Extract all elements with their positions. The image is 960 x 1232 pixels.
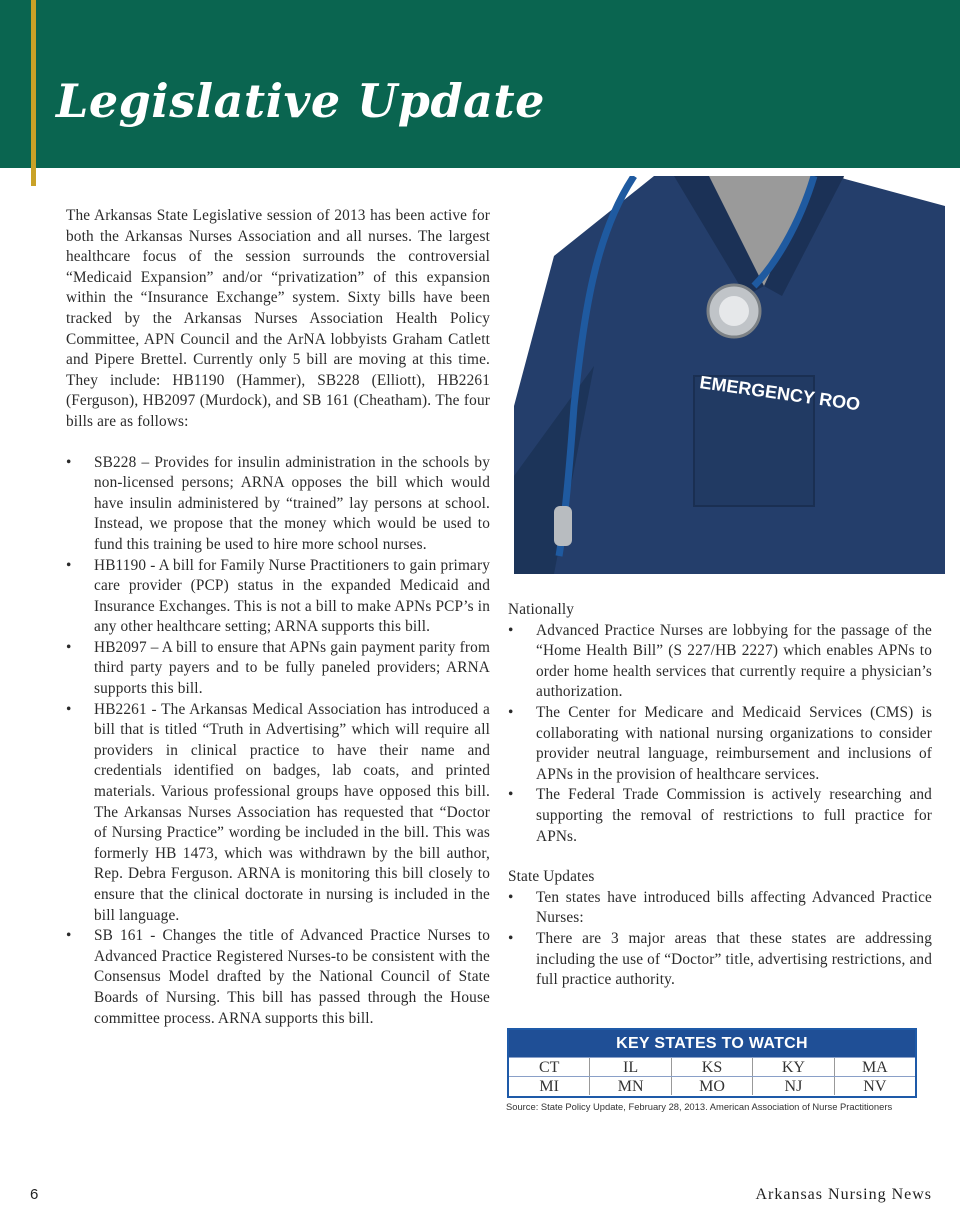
item-text: The Federal Trade Commission is actively researching and supporting the removal of restrictions to full practice for APNs. bbox=[536, 786, 932, 845]
bullet-icon: • bbox=[66, 927, 72, 945]
left-column bbox=[66, 206, 490, 1029]
item-text: There are 3 major areas that these states are addressing including the use of “Doctor” title, advertising restrictions, and full practice authority. bbox=[536, 929, 932, 989]
bullet-icon: • bbox=[66, 700, 72, 718]
nationally-list bbox=[508, 621, 932, 848]
list-item bbox=[508, 929, 932, 991]
table-row bbox=[509, 1057, 915, 1076]
list-item bbox=[508, 888, 932, 929]
key-states-title: KEY STATES TO WATCH bbox=[509, 1030, 915, 1057]
state-cell: KS bbox=[672, 1058, 753, 1076]
state-cell: MA bbox=[861, 1059, 888, 1076]
bill-text: SB228 – Provides for insulin administration in the schools by non-licensed persons; ARNA opposes the bill which would have insulin administered by “trained” lay persons at school. Instead, we propose that the money which would be used to fund this training be used to hire more school nurses. bbox=[94, 453, 490, 553]
nationally-heading: Nationally bbox=[508, 601, 575, 618]
state-updates-list bbox=[508, 888, 932, 991]
bill-text: HB2097 – A bill to ensure that APNs gain payment parity from third party payers and to be fully paneled providers; ARNA supports this bill. bbox=[94, 638, 490, 698]
bullet-icon: • bbox=[508, 621, 514, 639]
list-item bbox=[66, 926, 490, 1029]
bullet-icon: • bbox=[66, 453, 72, 471]
list-item bbox=[66, 638, 490, 700]
publication-name: Arkansas Nursing News bbox=[755, 1186, 932, 1203]
scrubs-embroidery: EMERGENCY ROO bbox=[698, 372, 862, 415]
state-cell: KY bbox=[753, 1058, 834, 1076]
table-source-note: Source: State Policy Update, February 28, 2013. American Association of Nurse Practitioners bbox=[506, 1101, 893, 1112]
bill-text: HB1190 - A bill for Family Nurse Practitioners to gain primary care provider (PCP) status in the expanded Medicaid and Insurance Exchanges. This is not a bill to make APNs PCP’s in any other healthcare setting; ARNA supports this bill. bbox=[94, 556, 490, 636]
list-item bbox=[508, 785, 932, 847]
page-title: Legislative Update bbox=[56, 74, 545, 128]
bullet-icon: • bbox=[508, 888, 514, 906]
list-item bbox=[508, 621, 932, 703]
bullet-icon: • bbox=[66, 556, 72, 574]
bills-list bbox=[66, 453, 490, 1030]
state-cell: MN bbox=[590, 1077, 671, 1095]
state-cell: IL bbox=[590, 1058, 671, 1076]
page-number: 6 bbox=[30, 1186, 39, 1203]
list-item bbox=[66, 700, 490, 927]
item-text: Advanced Practice Nurses are lobbying for the passage of the “Home Health Bill” (S 227/HB 2227) which enables APNs to order home health services that currently require a physician’s authorization. bbox=[536, 621, 932, 701]
right-column bbox=[508, 600, 932, 991]
list-item bbox=[66, 453, 490, 556]
bullet-icon: • bbox=[66, 638, 72, 656]
list-item bbox=[508, 703, 932, 785]
bill-text: HB2261 - The Arkansas Medical Association has introduced a bill that is titled “Truth in Advertising” which will require all providers in clinical practice to have their name and credentials identified on badges, lab coats, and printed materials. Various professional groups have opposed this bill. The Arkansas Nurses Association has requested that “Doctor of Nursing Practice” wording be included in the bill. This was formerly HB 1473, which was withdrawn by the bill author, Rep. Debra Ferguson. ARNA is monitoring this bill closely to ensure that the clinical doctorate in nursing is included in the bill language. bbox=[94, 700, 490, 924]
bullet-icon: • bbox=[508, 929, 514, 947]
bullet-icon: • bbox=[508, 786, 514, 804]
state-cell: CT bbox=[509, 1058, 590, 1076]
table-row bbox=[509, 1076, 915, 1095]
intro-paragraph: The Arkansas State Legislative session of 2013 has been active for both the Arkansas Nurses Association and all nurses. The largest healthcare focus of the session surrounds the controversial “Medicaid Expansion” and/or “privatization” of this expansion within the “Insurance Exchange” system. Sixty bills have been tracked by the Arkansas Nurses Association Health Policy Committee, APN Council and the ArNA lobbyists Graham Catlett and Pipere Brettel. Currently only 5 bill are moving at this time. They include: HB1190 (Hammer), SB228 (Elliott), HB2261 (Ferguson), HB2097 (Murdock), and SB 161 (Cheatham). The four bills are as follows: bbox=[66, 207, 490, 430]
bill-text: SB 161 - Changes the title of Advanced Practice Nurses to Advanced Practice Registered Nurses-to be consistent with the Consensus Model drafted by the National Council of State Boards of Nursing. This bill has passed through the House committee process. ARNA supports this bill. bbox=[94, 927, 490, 1027]
item-text: The Center for Medicare and Medicaid Services (CMS) is collaborating with national nursing organizations to consider provider neutral language, reimbursement and inclusions of APNs in the provision of healthcare services. bbox=[536, 703, 932, 783]
state-cell: MO bbox=[672, 1077, 753, 1095]
state-cell: NV bbox=[863, 1078, 887, 1095]
state-cell: NJ bbox=[753, 1077, 834, 1095]
state-updates-heading: State Updates bbox=[508, 868, 595, 886]
nurse-illustration bbox=[514, 176, 945, 574]
key-states-table bbox=[507, 1028, 917, 1098]
bullet-icon: • bbox=[508, 703, 514, 721]
state-cell: MI bbox=[509, 1077, 590, 1095]
list-item bbox=[66, 556, 490, 638]
nurse-photo bbox=[514, 176, 945, 574]
accent-bar bbox=[31, 0, 36, 186]
item-text: Ten states have introduced bills affecting Advanced Practice Nurses: bbox=[536, 888, 932, 927]
